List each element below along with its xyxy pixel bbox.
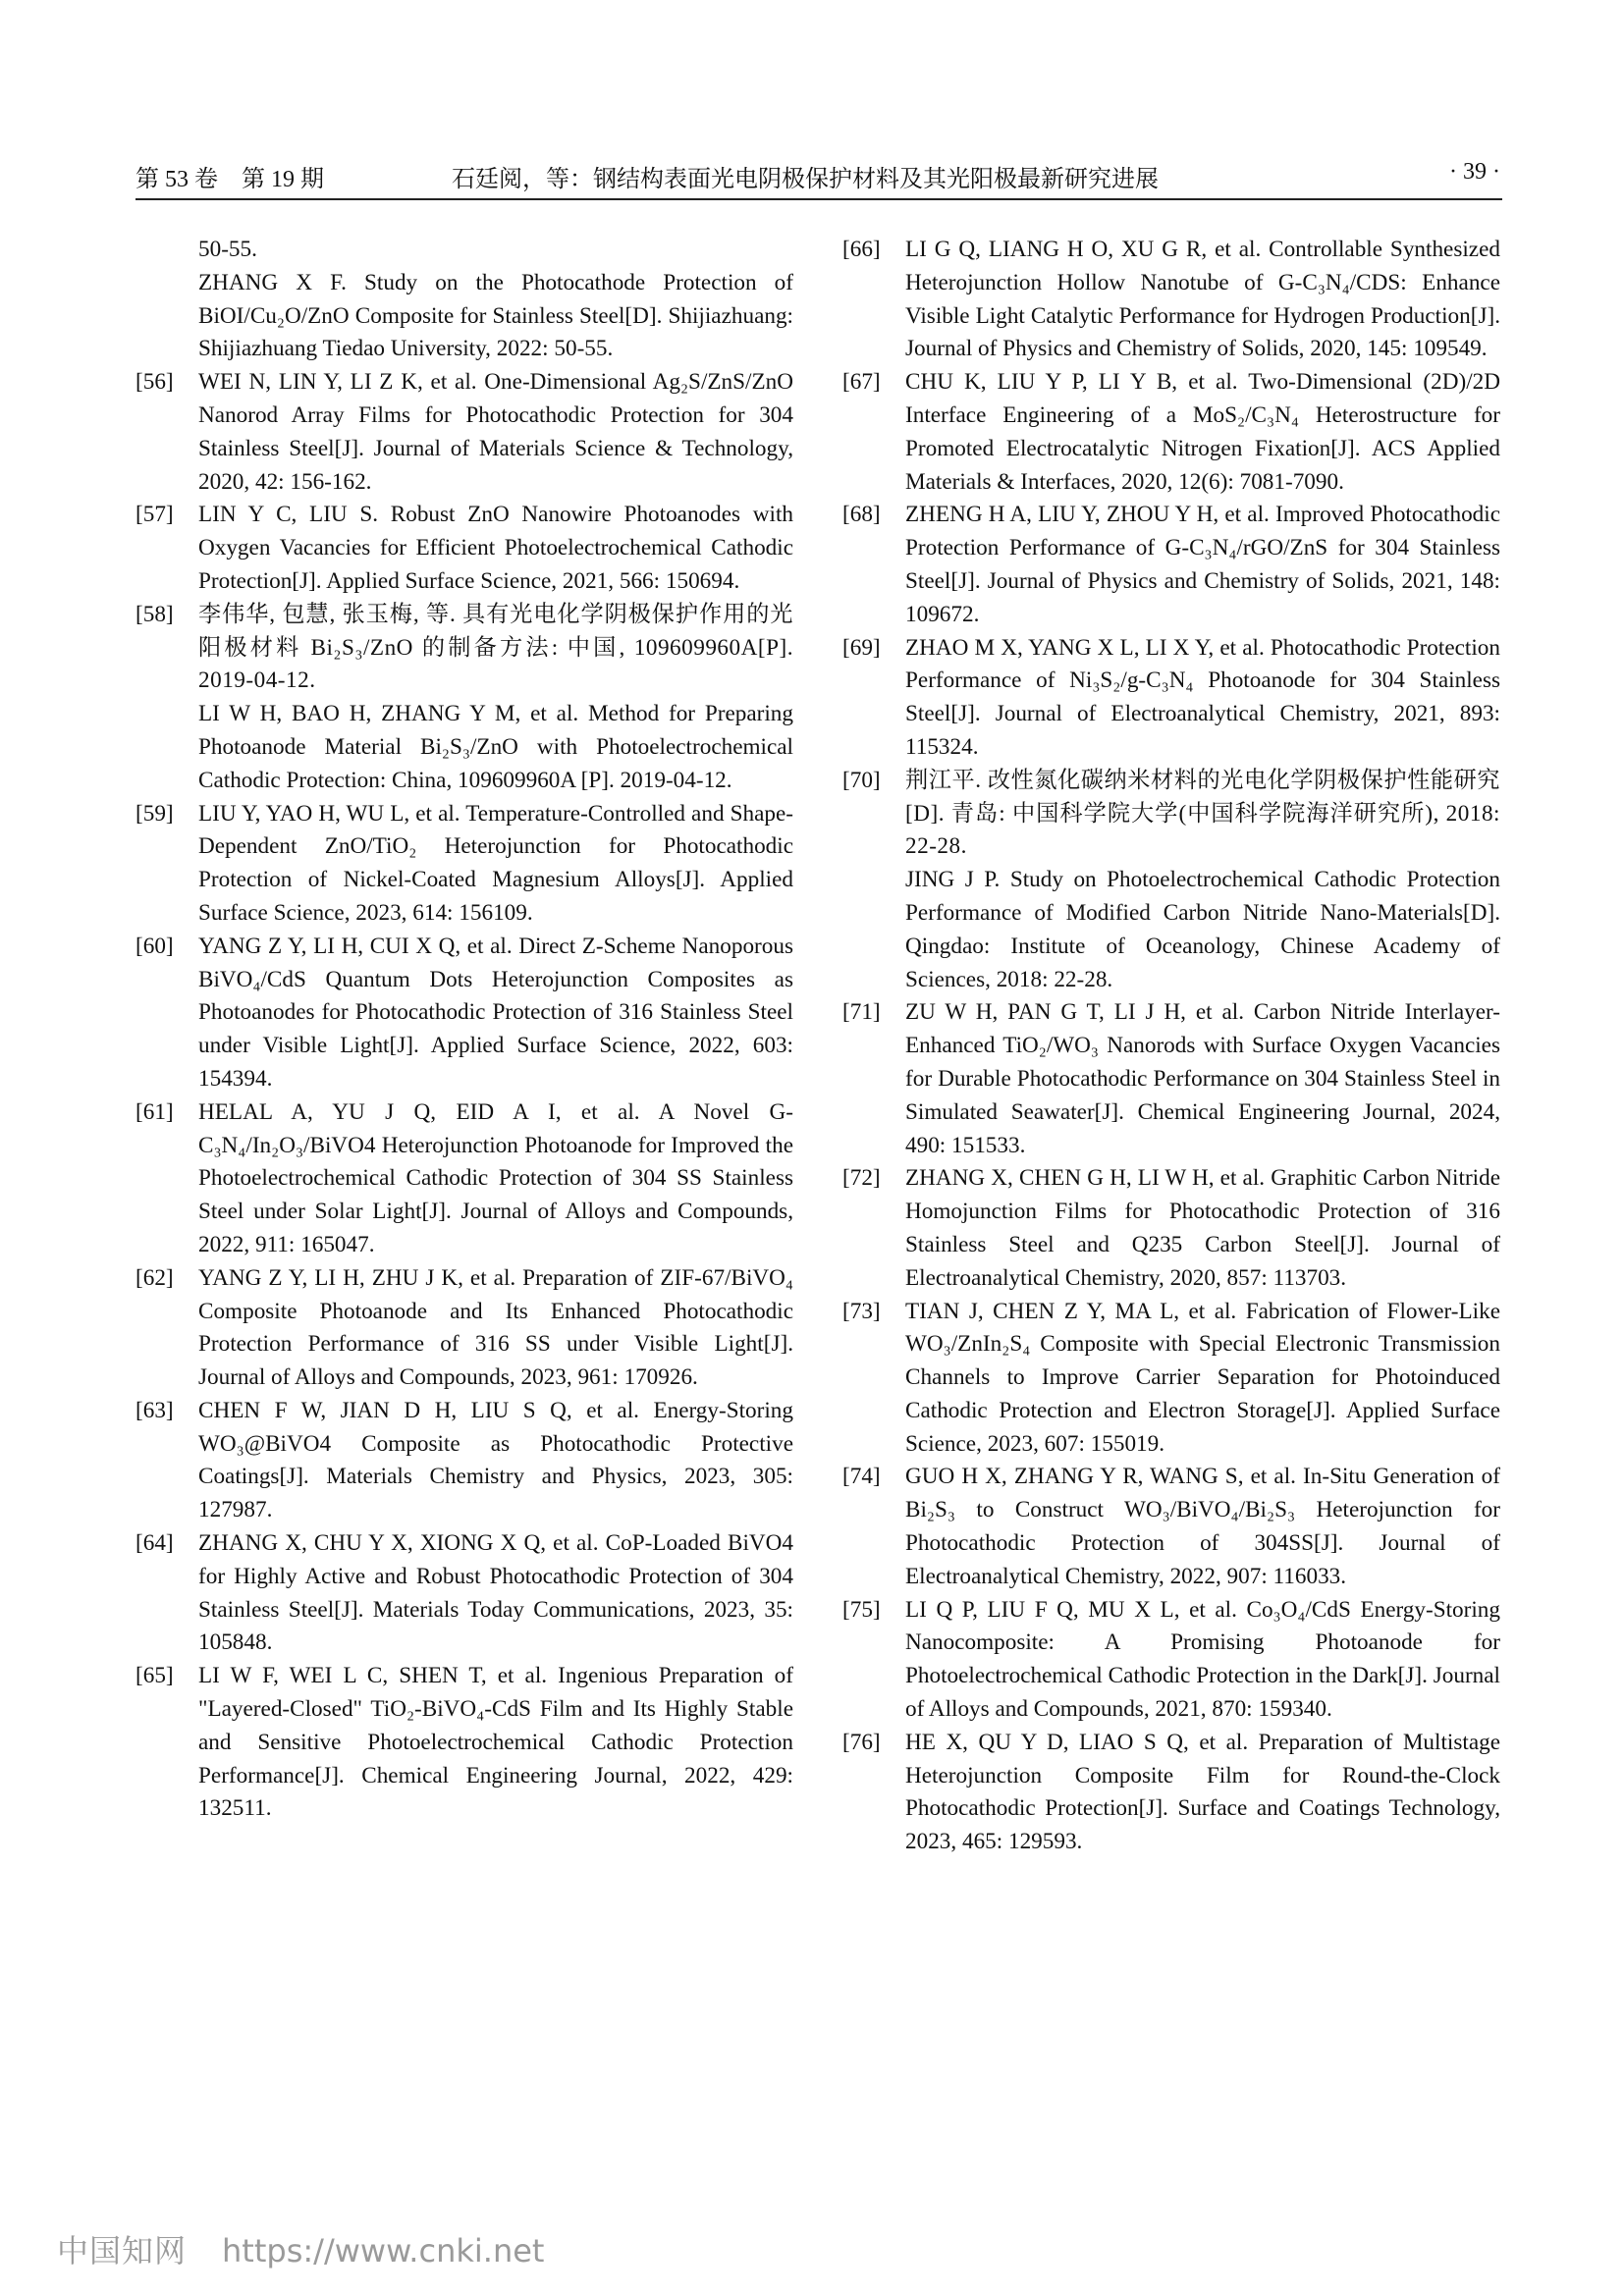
reference-number: [58] [135,601,174,627]
reference-entry [842,1296,1500,1462]
header-rule [135,198,1502,200]
reference-entry [842,765,1500,997]
reference-number: [76] [842,1729,881,1755]
reference-column-left [135,234,793,1826]
reference-text: LI W F, WEI L C, SHEN T, et al. Ingenious Preparation of "Layered-Closed" TiO₂-BiVO₄-CdS Film and Its Highly Stable and Sensitive Photoelectrochemical Cathodic Protection Performance[J]. Chemical Engineering Journal, 2022, 429: 132511. [198,1663,793,1822]
reference-number: [61] [135,1098,174,1125]
reference-number: [57] [135,502,174,528]
reference-number: [56] [135,369,174,396]
cnki-url[interactable]: https://www.cnki.net [222,2232,545,2269]
page-number: · 39 · [1449,159,1500,185]
reference-text: 李伟华, 包慧, 张玉梅, 等. 具有光电化学阴极保护作用的光阳极材料 Bi₂S₃/ZnO 的制备方法: 中国, 109609960A[P]. 2019-04-12. [198,601,793,694]
reference-text: LIN Y C, LIU S. Robust ZnO Nanowire Photoanodes with Oxygen Vacancies for Efficient Photoelectrochemical Cathodic Protection[J]. Applied Surface Science, 2021, 566: 150694. [198,502,793,594]
reference-entry [135,366,793,499]
reference-text: LI Q P, LIU F Q, MU X L, et al. Co₃O₄/CdS Energy-Storing Nanocomposite: A Promising Photoanode for Photoelectrochemical Cathodic Protection in the Dark[J]. Journal of Alloys and Compounds, 2021, 870: 159340. [905,1596,1500,1723]
reference-text: YANG Z Y, LI H, CUI X Q, et al. Direct Z-Scheme Nanoporous BiVO₄/CdS Quantum Dots Heterojunction Composites as Photoanodes for Photocathodic Protection of 316 Stainless Steel under Visible Light[J]. Applied Surface Science, 2022, 603: 154394. [198,933,793,1092]
reference-number: [69] [842,634,881,661]
reference-entry [842,234,1500,366]
reference-text: ZHANG X F. Study on the Photocathode Protection of BiOI/Cu₂O/ZnO Composite for Stainless Steel[D]. Shijiazhuang: Shijiazhuang Tiedao University, 2022: 50-55. [198,269,793,362]
reference-entry [135,1395,793,1527]
reference-number: [62] [135,1264,174,1291]
reference-entry [135,1527,793,1660]
reference-entry [135,599,793,798]
reference-text: ZHENG H A, LIU Y, ZHOU Y H, et al. Improved Photocathodic Protection Performance of G-C₃N₄/rGO/ZnS for 304 Stainless Steel[J]. Journal of Physics and Chemistry of Solids, 2021, 148: 109672. [905,502,1500,627]
cnki-brand: 中国知网 [57,2232,188,2269]
reference-entry [842,1594,1500,1727]
reference-number: [60] [135,933,174,959]
reference-text: HELAL A, YU J Q, EID A I, et al. A Novel G-C₃N₄/In₂O₃/BiVO4 Heterojunction Photoanode for Improved the Photoelectrochemical Cathodic Protection of 304 SS Stainless Steel under Solar Light[J]. Journal of Alloys and Compounds, 2022, 911: 165047. [198,1098,793,1257]
reference-number: [72] [842,1165,881,1192]
reference-text: ZHANG X, CHU Y X, XIONG X Q, et al. CoP-Loaded BiVO4 for Highly Active and Robust Photocathodic Protection of 304 Stainless Steel[J]. Materials Today Communications, 2023, 35: 105848. [198,1530,793,1656]
reference-entry [135,1096,793,1262]
reference-entry [135,1262,793,1395]
reference-number: [59] [135,800,174,827]
reference-text: LI G Q, LIANG H O, XU G R, et al. Controllable Synthesized Heterojunction Hollow Nanotube of G-C₃N₄/CDS: Enhance Visible Light Catalytic Performance for Hydrogen Production[J]. Journal of Physics and Chemistry of Solids, 2020, 145: 109549. [905,237,1500,362]
reference-entry [842,366,1500,499]
reference-number: [66] [842,237,881,262]
reference-text: LIU Y, YAO H, WU L, et al. Temperature-Controlled and Shape-Dependent ZnO/TiO₂ Heterojunction for Photocathodic Protection of Nickel-Coated Magnesium Alloys[J]. Applied Surface Science, 2023, 614: 156109. [198,800,793,926]
reference-number: [73] [842,1298,881,1324]
reference-text: LI W H, BAO H, ZHANG Y M, et al. Method for Preparing Photoanode Material Bi₂S₃/ZnO with Photoelectrochemical Cathodic Protection: China, 109609960A [P]. 2019-04-12. [198,701,793,793]
reference-number: [75] [842,1596,881,1623]
reference-column-right [842,234,1500,1859]
reference-entry [135,1660,793,1826]
reference-number: [64] [135,1530,174,1557]
reference-text: 荆江平. 改性氮化碳纳米材料的光电化学阴极保护性能研究[D]. 青岛: 中国科学院大学(中国科学院海洋研究所), 2018: 22-28. [905,767,1500,860]
reference-entry [842,632,1500,765]
running-title: 石廷阅，等：钢结构表面光电阴极保护材料及其光阳极最新研究进展 [452,167,1159,192]
running-header [135,155,1500,194]
reference-text: GUO H X, ZHANG Y R, WANG S, et al. In-Situ Generation of Bi₂S₃ to Construct WO₃/BiVO₄/Bi₂S₃ Heterojunction for Photocathodic Protection of 304SS[J]. Journal of Electroanalytical Chemistry, 2022, 907: 116033. [905,1464,1500,1589]
reference-text: TIAN J, CHEN Z Y, MA L, et al. Fabrication of Flower-Like WO₃/ZnIn₂S₄ Composite with Special Electronic Transmission Channels to Improve Carrier Separation for Photoinduced Cathodic Protection and Electron Storage[J]. Applied Surface Science, 2023, 607: 155019. [905,1298,1500,1457]
watermark [57,2226,544,2271]
reference-text: CHEN F W, JIAN D H, LIU S Q, et al. Energy-Storing WO₃@BiVO4 Composite as Photocathodic Protective Coatings[J]. Materials Chemistry and Physics, 2023, 305: 127987. [198,1397,793,1523]
reference-text: ZHAO M X, YANG X L, LI X Y, et al. Photocathodic Protection Performance of Ni₃S₂/g-C₃N₄ Photoanode for 304 Stainless Steel[J]. Journal of Electroanalytical Chemistry, 2021, 893: 115324. [905,634,1500,760]
reference-text: ZHANG X, CHEN G H, LI W H, et al. Graphitic Carbon Nitride Homojunction Films for Photocathodic Protection of 316 Stainless Steel and Q235 Carbon Steel[J]. Journal of Electroanalytical Chemistry, 2020, 857: 113703. [905,1165,1500,1291]
reference-number: [70] [842,767,881,793]
reference-text: ZU W H, PAN G T, LI J H, et al. Carbon Nitride Interlayer-Enhanced TiO₂/WO₃ Nanorods with Surface Oxygen Vacancies for Durable Photocathodic Performance on 304 Stainless Steel in Simulated Seawater[J]. Chemical Engineering Journal, 2024, 490: 151533. [905,999,1500,1158]
reference-entry [842,1461,1500,1593]
reference-entry [135,931,793,1096]
reference-text: JING J P. Study on Photoelectrochemical Cathodic Protection Performance of Modified Carbon Nitride Nano-Materials[D]. Qingdao: Institute of Oceanology, Chinese Academy of Sciences, 2018: 22-28. [905,867,1500,992]
reference-entry [842,1727,1500,1859]
volume-issue: 第 53 卷 第 19 期 [135,167,324,192]
reference-text: YANG Z Y, LI H, ZHU J K, et al. Preparation of ZIF-67/BiVO₄ Composite Photoanode and Its Enhanced Photocathodic Protection Performance of 316 SS under Visible Light[J]. Journal of Alloys and Compounds, 2023, 961: 170926. [198,1264,793,1391]
reference-number: [68] [842,502,881,528]
reference-text: HE X, QU Y D, LIAO S Q, et al. Preparation of Multistage Heterojunction Composite Film for Round-the-Clock Photocathodic Protection[J]. Surface and Coatings Technology, 2023, 465: 129593. [905,1729,1500,1855]
reference-entry [842,1162,1500,1295]
reference-text: WEI N, LIN Y, LI Z K, et al. One-Dimensional Ag₂S/ZnS/ZnO Nanorod Array Films for Photocathodic Protection for 304 Stainless Steel[J]. Journal of Materials Science & Technology, 2020, 42: 156-162. [198,369,793,495]
reference-text: CHU K, LIU Y P, LI Y B, et al. Two-Dimensional (2D)/2D Interface Engineering of a MoS₂/C₃N₄ Heterostructure for Promoted Electrocatalytic Nitrogen Fixation[J]. ACS Applied Materials & Interfaces, 2020, 12(6): 7081-7090. [905,369,1500,495]
reference-number: [74] [842,1464,881,1490]
reference-number: [63] [135,1397,174,1423]
reference-number: [71] [842,999,881,1026]
reference-entry [842,996,1500,1162]
reference-number: [65] [135,1663,174,1689]
reference-entry [135,234,793,366]
reference-number: [67] [842,369,881,396]
reference-entry [135,798,793,931]
reference-entry [842,499,1500,631]
reference-text: 50-55. [198,237,257,262]
reference-entry [135,499,793,598]
